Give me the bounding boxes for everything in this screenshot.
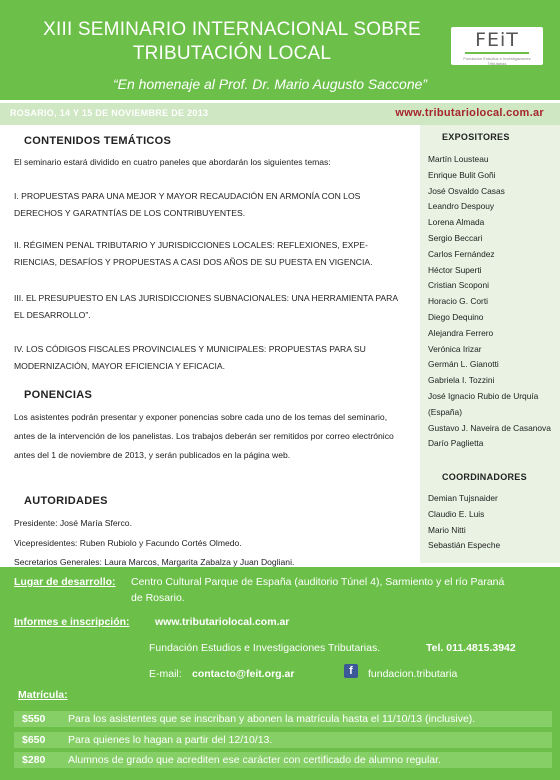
informes-website-link[interactable]: www.tributariolocal.com.ar: [155, 616, 290, 628]
lugar-line-2: de Rosario.: [131, 592, 185, 604]
facebook-icon[interactable]: f: [344, 664, 358, 678]
logo-subtext: Fundación Estudios e Investigaciones Tributarias: [463, 56, 531, 66]
expositor-name: Héctor Superti: [428, 264, 482, 275]
website-link-top[interactable]: www.tributariolocal.com.ar: [395, 107, 544, 119]
coordinador-name: Claudio E. Luis: [428, 508, 485, 519]
matricula-row: [14, 732, 552, 748]
expositor-name: Leandro Despouy: [428, 201, 495, 212]
contenidos-intro: El seminario estará dividido en cuatro paneles que abordarán los siguientes temas:: [14, 157, 331, 167]
email-label: E-mail:: [149, 668, 182, 680]
logo-wordmark: FEiT: [475, 29, 519, 51]
contenido-item-2: II. RÉGIMEN PENAL TRIBUTARIO Y JURISDICCIONES LOCALES: REFLEXIONES, EXPE-RIENCIAS, DESAFÍOS Y PROPUESTAS A CASI DOS AÑOS DE SU PUESTA EN VIGENCIA.: [14, 240, 373, 267]
ponencias-heading: PONENCIAS: [24, 389, 93, 401]
title-line-1: XIII SEMINARIO INTERNACIONAL SOBRE: [43, 19, 421, 40]
expositor-name: Gabriela I. Tozzini: [428, 375, 495, 386]
title-line-2: TRIBUTACIÓN LOCAL: [132, 43, 332, 64]
lugar-label: Lugar de desarrollo:: [14, 576, 116, 588]
expositor-name: Enrique Bulit Goñi: [428, 169, 496, 180]
logo-divider: [465, 52, 529, 54]
informes-label: Informes e inscripción:: [14, 616, 130, 628]
sidebar-panel: [420, 125, 560, 563]
facebook-handle[interactable]: fundacion.tributaria: [368, 668, 458, 680]
dates-bar: [0, 103, 560, 125]
page-title: [12, 18, 452, 66]
expositor-name: Lorena Almada: [428, 217, 485, 228]
autoridad-secretarios: Secretarios Generales: Laura Marcos, Margarita Zabalza y Juan Dogliani.: [14, 557, 295, 567]
matricula-description: Para quienes lo hagan a partir del 12/10/13.: [68, 734, 273, 746]
matricula-price: $550: [22, 713, 46, 725]
matricula-row: [14, 752, 552, 768]
autoridad-vicepresidentes: Vicepresidentes: Ruben Rubiolo y Facundo Cortés Olmedo.: [14, 538, 242, 548]
expositor-name: José Osvaldo Casas: [428, 185, 505, 196]
expositor-name: Germán L. Gianotti: [428, 359, 499, 370]
contenido-item-4: IV. LOS CÓDIGOS FISCALES PROVINCIALES Y MUNICIPALES: PROPUESTAS PARA SU MODERNIZACIÓN, MAYOR EFICIENCIA Y EFICACIA.: [14, 344, 366, 371]
matricula-label: Matrícula:: [18, 689, 68, 701]
expositor-name: Sergio Beccari: [428, 233, 483, 243]
expositor-name: Cristian Scoponi: [428, 280, 489, 291]
contenidos-heading: CONTENIDOS TEMÁTICOS: [24, 135, 172, 147]
expositor-name: Darío Paglietta: [428, 438, 484, 449]
lugar-line-1: Centro Cultural Parque de España (auditorio Túnel 4), Sarmiento y el río Paraná: [131, 576, 505, 588]
contenido-item-3: III. EL PRESUPUESTO EN LAS JURISDICCIONES SUBNACIONALES: UNA HERRAMIENTA PARA EL DESARROLLO”.: [14, 293, 398, 320]
telefono: Tel. 011.4815.3942: [426, 642, 516, 654]
expositor-name: José Ignacio Rubio de Urquía: [428, 391, 539, 401]
coordinador-name: Demian Tujsnaider: [428, 493, 498, 503]
matricula-row: [14, 711, 552, 727]
expositor-name: Alejandra Ferrero: [428, 327, 494, 338]
contenido-item-1: I. PROPUESTAS PARA UNA MEJOR Y MAYOR RECAUDACIÓN EN ARMONÍA CON LOS DERECHOS Y GARATNTÍAS DE LOS CONTRIBUYENTES.: [14, 191, 361, 218]
expositor-name: Horacio G. Corti: [428, 296, 489, 307]
autoridad-presidente: Presidente: José María Sferco.: [14, 518, 132, 528]
fundacion-name: Fundación Estudios e Investigaciones Tributarias.: [149, 642, 381, 654]
matricula-description: Para los asistentes que se inscriban y abonen la matrícula hasta el 11/10/13 (inclusive).: [68, 713, 476, 725]
matricula-price: $650: [22, 734, 46, 746]
feit-logo: [451, 27, 543, 65]
coordinador-name: Sebastián Espeche: [428, 540, 501, 551]
expositor-name: Verónica Irizar: [428, 343, 482, 354]
header-banner: [0, 0, 560, 100]
expositor-name: (España): [428, 406, 462, 417]
coordinador-name: Mario Nitti: [428, 524, 466, 535]
coordinadores-heading: COORDINADORES: [442, 472, 527, 482]
ponencias-text: Los asistentes podrán presentar y exponer ponencias sobre cada uno de los temas del seminario, antes de la intervención de los panelistas. Los trabajos deberán ser remitidos por correo electrónico antes del 1 de noviembre de 2013, y serán publicados en la página web.: [14, 412, 394, 460]
matricula-price: $280: [22, 754, 46, 766]
matricula-description: Alumnos de grado que acrediten ese carácter con certificado de alumno regular.: [68, 754, 441, 766]
event-dates: ROSARIO, 14 Y 15 DE NOVIEMBRE DE 2013: [10, 108, 209, 118]
expositor-name: Diego Dequino: [428, 312, 484, 322]
expositor-name: Carlos Fernández: [428, 248, 495, 259]
expositor-name: Gustavo J. Naveira de Casanova: [428, 422, 551, 433]
email-link[interactable]: contacto@feit.org.ar: [192, 668, 295, 680]
autoridades-heading: AUTORIDADES: [24, 495, 108, 507]
info-panel: [0, 567, 560, 780]
homenaje-line: “En homenaje al Prof. Dr. Mario Augusto Saccone”: [112, 76, 428, 92]
expositor-name: Martín Lousteau: [428, 154, 489, 164]
expositores-heading: EXPOSITORES: [442, 132, 510, 142]
